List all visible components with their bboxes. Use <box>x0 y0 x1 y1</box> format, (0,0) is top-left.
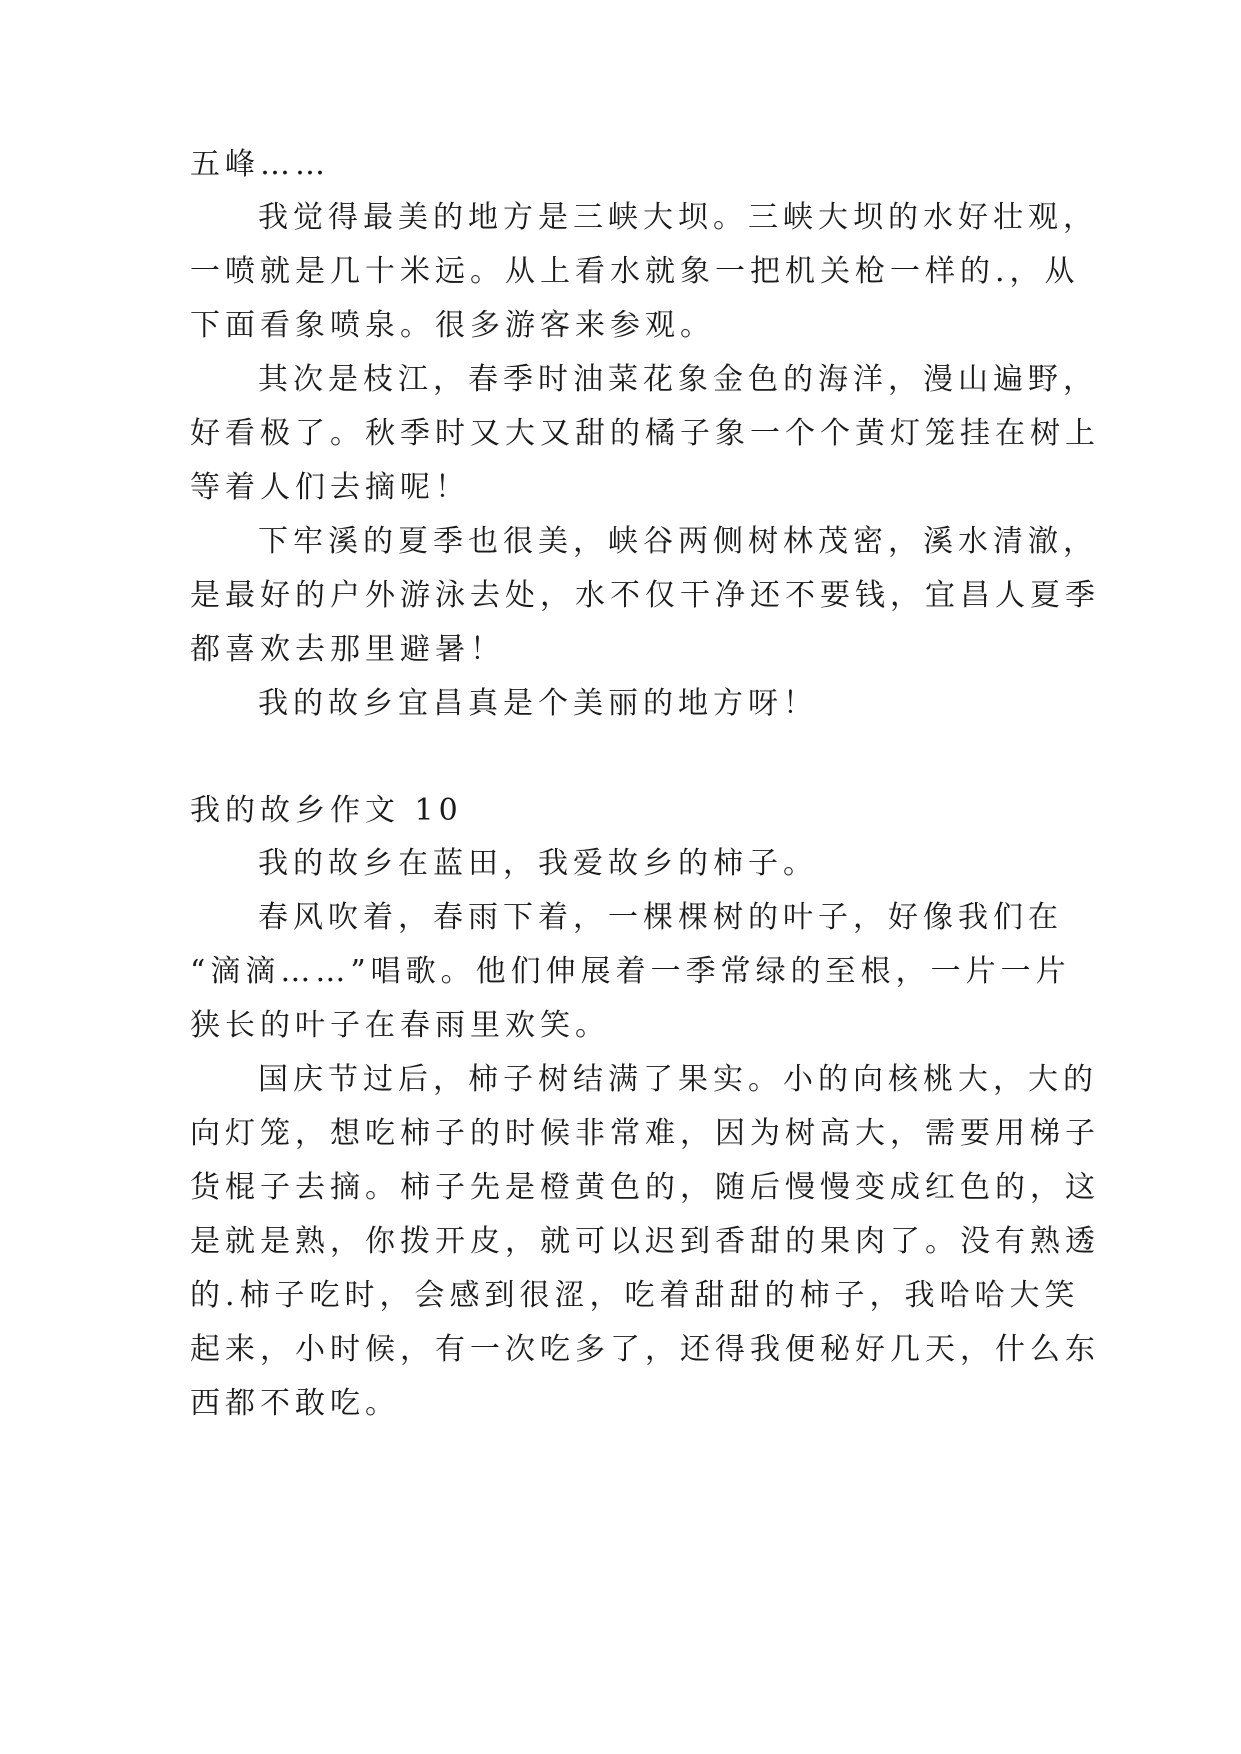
text-line: 的.柿子吃时，会感到很涩，吃着甜甜的柿子，我哈哈大笑 <box>190 1278 1080 1313</box>
text-line: 等着人们去摘呢！ <box>190 470 470 505</box>
text-line: 狭长的叶子在春雨里欢笑。 <box>190 1008 610 1043</box>
text-line: 向灯笼，想吃柿子的时候非常难，因为树高大，需要用梯子 <box>190 1116 1100 1151</box>
text-line: 都喜欢去那里避暑！ <box>190 632 505 667</box>
text-line: 起来，小时候，有一次吃多了，还得我便秘好几天，什么东 <box>190 1332 1100 1367</box>
text-line: 我觉得最美的地方是三峡大坝。三峡大坝的水好壮观， <box>258 200 1098 235</box>
text-line: 下牢溪的夏季也很美，峡谷两侧树林茂密，溪水清澈， <box>258 524 1098 559</box>
text-line: 其次是枝江，春季时油菜花象金色的海洋，漫山遍野， <box>258 362 1098 397</box>
section-heading: 我的故乡作文 10 <box>190 793 463 828</box>
text-line: 好看极了。秋季时又大又甜的橘子象一个个黄灯笼挂在树上 <box>190 416 1100 451</box>
text-line: 春风吹着，春雨下着，一棵棵树的叶子，好像我们在 <box>258 900 1063 935</box>
text-line: 我的故乡在蓝田，我爱故乡的柿子。 <box>258 846 818 881</box>
text-line: 五峰…… <box>190 147 330 182</box>
text-line: 西都不敢吃。 <box>190 1386 400 1421</box>
text-line: “滴滴……”唱歌。他们伸展着一季常绿的至根，一片一片 <box>190 954 1071 989</box>
text-line: 货棍子去摘。柿子先是橙黄色的，随后慢慢变成红色的，这 <box>190 1170 1100 1205</box>
text-line: 一喷就是几十米远。从上看水就象一把机关枪一样的.，从 <box>190 254 1080 289</box>
text-line: 下面看象喷泉。很多游客来参观。 <box>190 308 715 343</box>
text-line: 我的故乡宜昌真是个美丽的地方呀！ <box>258 686 818 721</box>
text-line: 国庆节过后，柿子树结满了果实。小的向核桃大，大的 <box>258 1062 1098 1097</box>
text-line: 是就是熟，你拨开皮，就可以迟到香甜的果肉了。没有熟透 <box>190 1224 1100 1259</box>
text-line: 是最好的户外游泳去处，水不仅干净还不要钱，宜昌人夏季 <box>190 578 1100 613</box>
